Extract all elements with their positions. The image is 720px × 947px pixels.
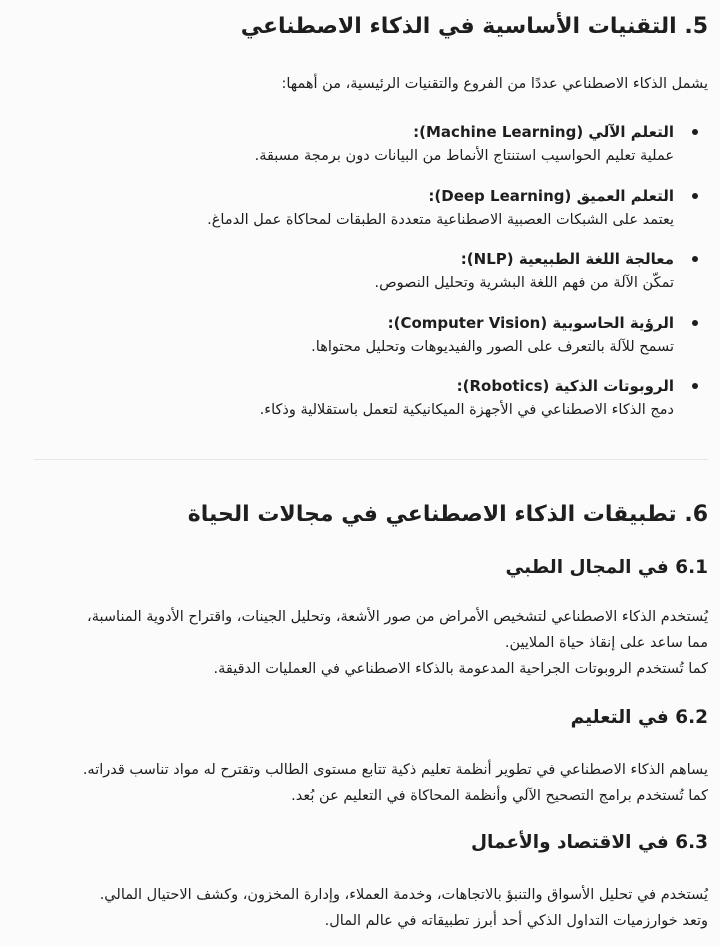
list-item: [12, 120, 708, 168]
item-description: تسمح للآلة بالتعرف على الصور والفيديوهات وتحليل محتواها.: [311, 339, 674, 355]
list-item: [12, 184, 708, 232]
item-title: الروبوتات الذكية (Robotics):: [456, 377, 674, 395]
subsection-6-2-heading: 6.2 في التعليم: [570, 707, 708, 728]
bullet-dot: [692, 129, 698, 135]
paragraph-line: يساهم الذكاء الاصطناعي في تطوير أنظمة تعليم ذكية تتابع مستوى الطالب وتقترح له مواد تناسب قدراته.: [82, 762, 708, 778]
item-title: الرؤية الحاسوبية (Computer Vision):: [387, 314, 674, 332]
paragraph-line: يُستخدم الذكاء الاصطناعي لتشخيص الأمراض من صور الأشعة، وتحليل الجينات، واقتراح الأدوية المناسبة،: [87, 609, 708, 625]
paragraph-line: كما تُستخدم برامج التصحيح الآلي وأنظمة المحاكاة في التعليم عن بُعد.: [291, 788, 708, 804]
bullet-dot: [692, 383, 698, 389]
list-item: [12, 247, 708, 295]
item-title: معالجة اللغة الطبيعية (NLP):: [460, 250, 674, 268]
section-5-heading: 5. التقنيات الأساسية في الذكاء الاصطناعي: [240, 14, 708, 39]
subsection-6-1-heading: 6.1 في المجال الطبي: [505, 557, 708, 578]
paragraph-line: كما تُستخدم الروبوتات الجراحية المدعومة بالذكاء الاصطناعي في العمليات الدقيقة.: [213, 661, 708, 677]
item-description: عملية تعليم الحواسيب استنتاج الأنماط من البيانات دون برمجة مسبقة.: [254, 148, 674, 164]
section-6-heading: 6. تطبيقات الذكاء الاصطناعي في مجالات الحياة: [187, 502, 708, 527]
bullet-dot: [692, 320, 698, 326]
list-item: [12, 311, 708, 359]
section-divider: [34, 459, 708, 460]
subsection-6-3-heading: 6.3 في الاقتصاد والأعمال: [470, 832, 708, 853]
item-title: التعلم الآلي (Machine Learning):: [413, 123, 674, 141]
paragraph-line: مما ساعد على إنقاذ حياة الملايين.: [504, 635, 708, 651]
item-description: دمج الذكاء الاصطناعي في الأجهزة الميكانيكية لتعمل باستقلالية وذكاء.: [259, 402, 674, 418]
bullet-dot: [692, 256, 698, 262]
list-item: [12, 374, 708, 422]
item-title: التعلم العميق (Deep Learning):: [428, 187, 674, 205]
paragraph-line: يُستخدم في تحليل الأسواق والتنبؤ بالاتجاهات، وخدمة العملاء، وإدارة المخزون، وكشف الاحتيال المالي.: [99, 887, 708, 903]
section-5-intro: يشمل الذكاء الاصطناعي عددًا من الفروع والتقنيات الرئيسية، من أهمها:: [281, 76, 708, 92]
item-description: تمكّن الآلة من فهم اللغة البشرية وتحليل النصوص.: [374, 275, 674, 291]
paragraph-line: وتعد خوارزميات التداول الذكي أحد أبرز تطبيقاته في عالم المال.: [324, 913, 708, 929]
bullet-dot: [692, 193, 698, 199]
item-description: يعتمد على الشبكات العصبية الاصطناعية متعددة الطبقات لمحاكاة عمل الدماغ.: [207, 212, 674, 228]
